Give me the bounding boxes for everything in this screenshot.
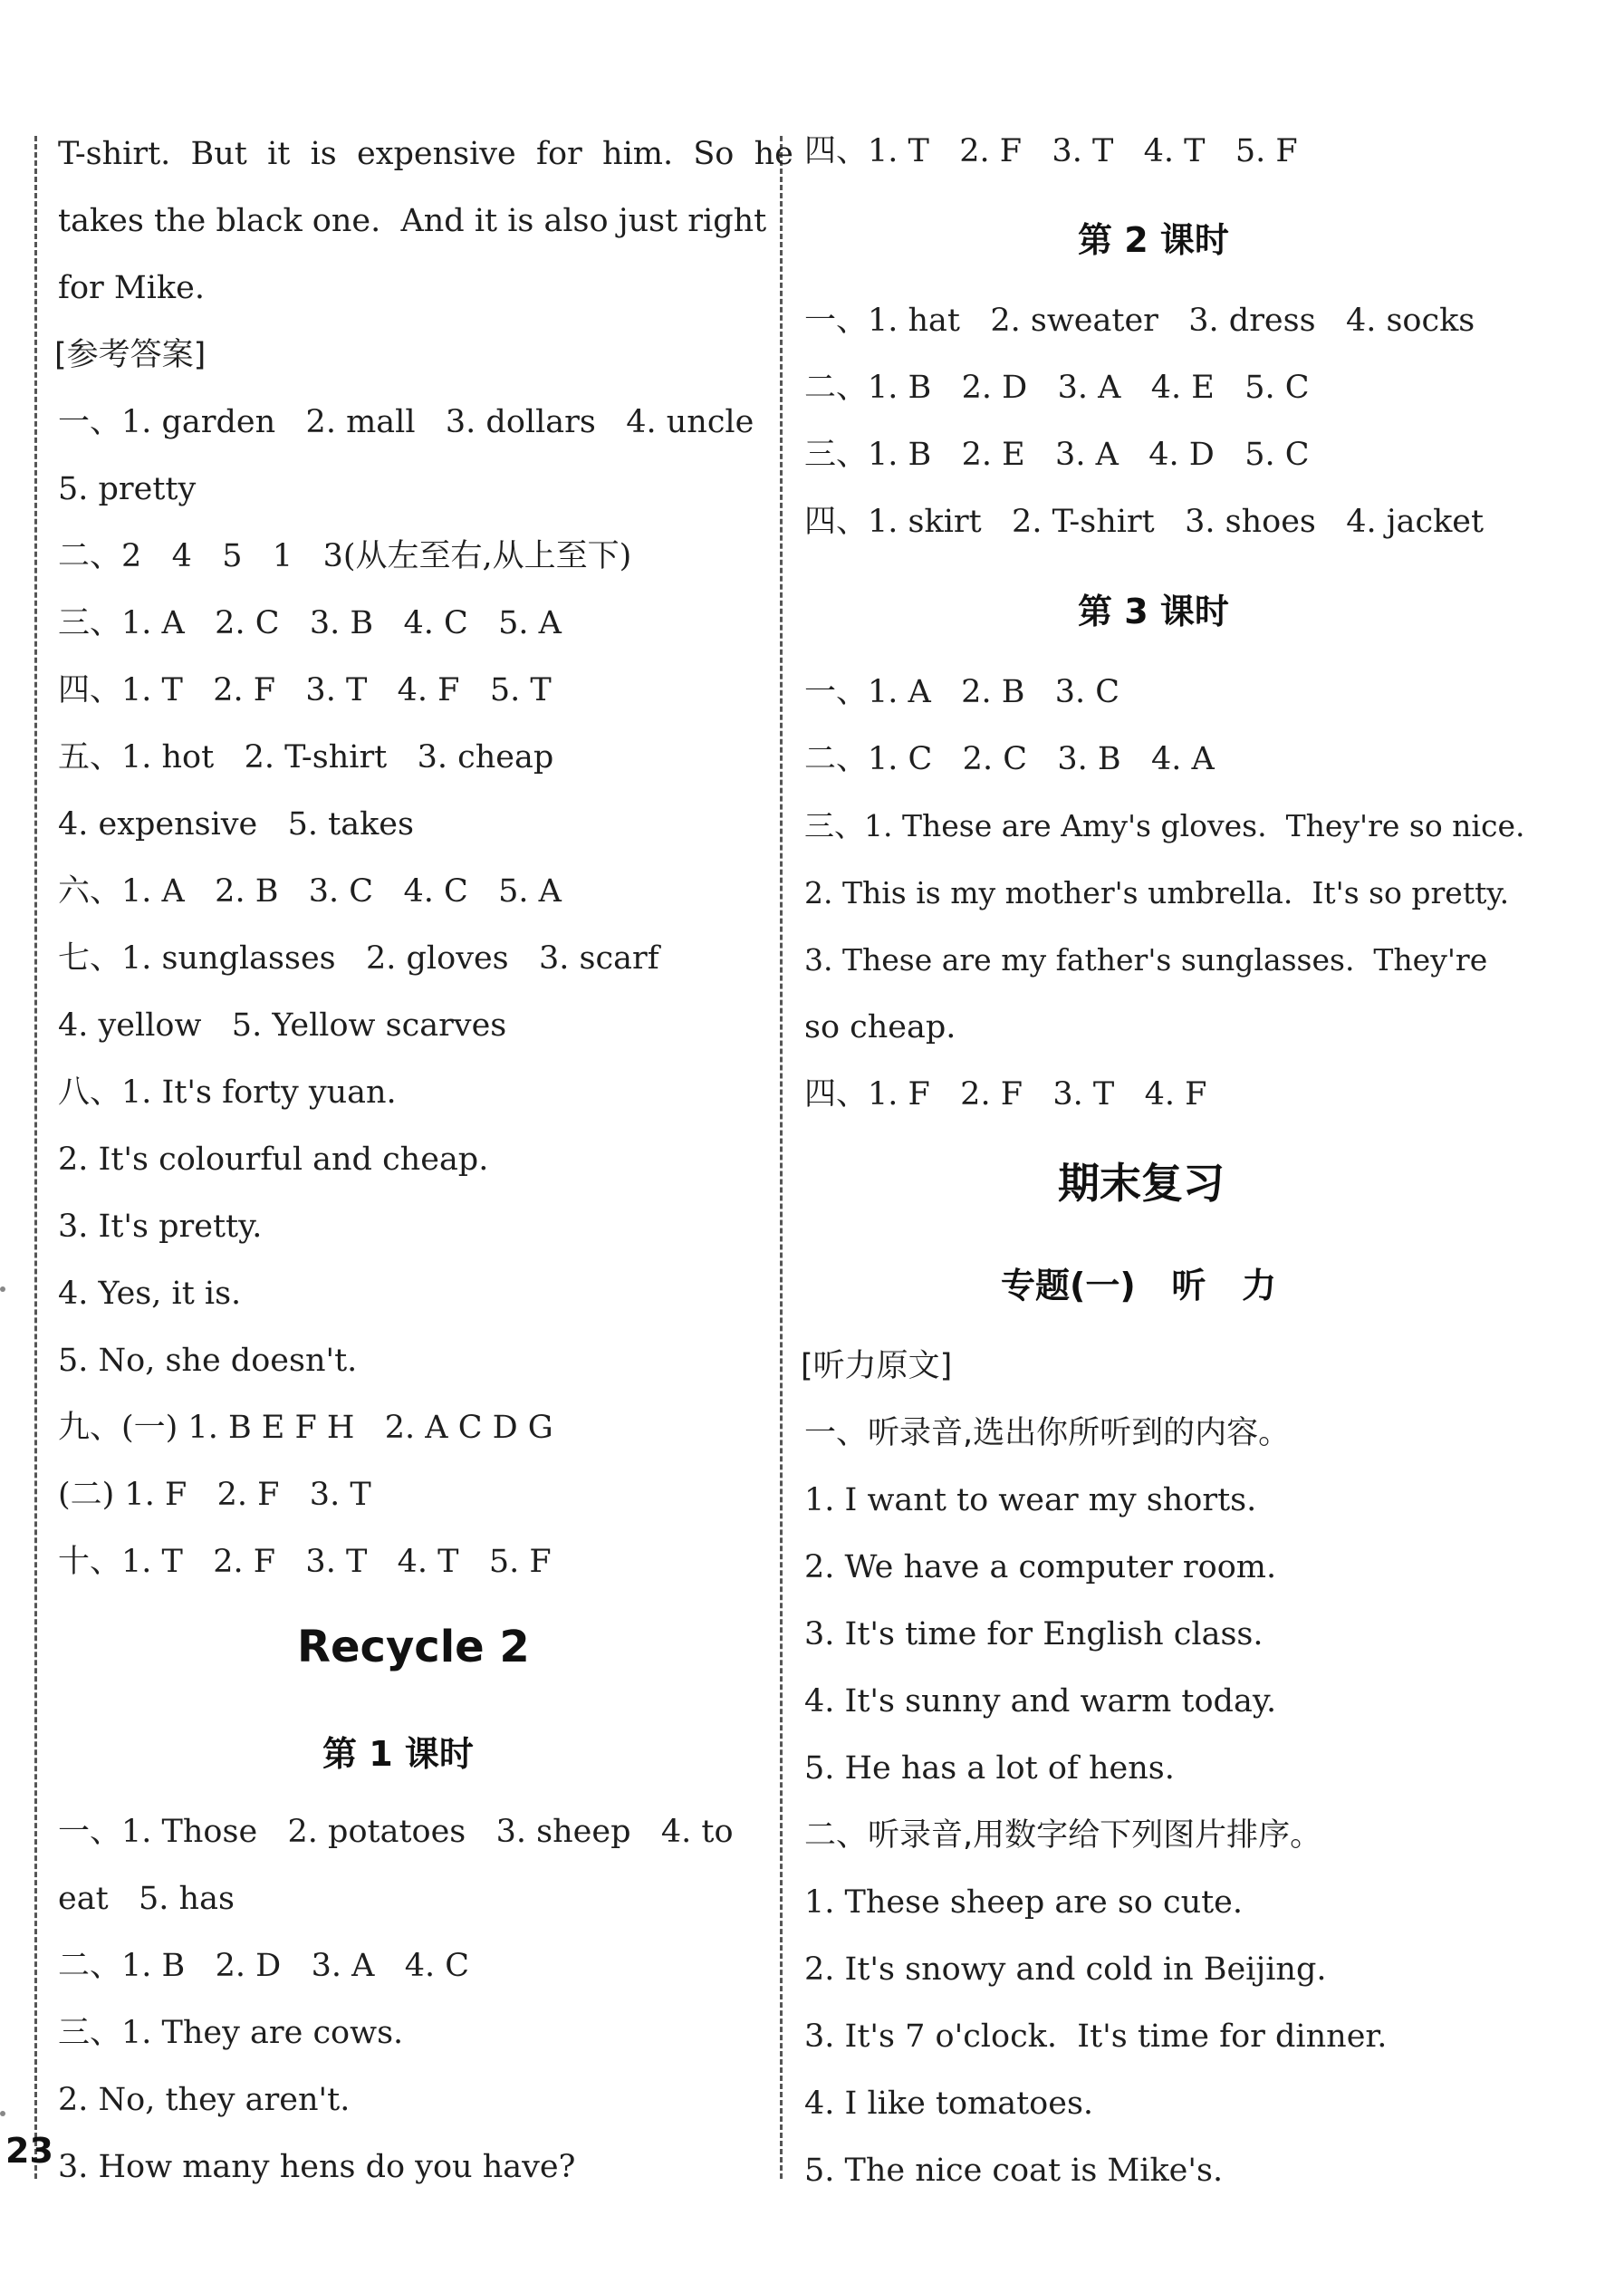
section2-instruction: 二、听录音,用数字给下列图片排序。	[804, 1817, 1322, 1854]
script-line: 4. I like tomatoes.	[804, 2086, 1094, 2122]
lesson3-line: 四、1. F 2. F 3. T 4. F	[804, 1076, 1207, 1113]
lesson1-line: eat 5. has	[58, 1881, 235, 1917]
answer-line: 七、1. sunglasses 2. gloves 3. scarf	[58, 940, 659, 977]
answer-key-label: [参考答案]	[54, 337, 207, 373]
lesson1-line: 2. No, they aren't.	[58, 2082, 351, 2118]
lesson2-line: 二、1. B 2. D 3. A 4. E 5. C	[804, 370, 1310, 406]
lesson3-line: 二、1. C 2. C 3. B 4. A	[804, 741, 1215, 777]
answer-line: 4. expensive 5. takes	[58, 806, 414, 843]
lesson1-line: 二、1. B 2. D 3. A 4. C	[58, 1948, 470, 1984]
lesson3-title: 第 3 课时	[1078, 592, 1229, 631]
lesson2-line: 三、1. B 2. E 3. A 4. D 5. C	[804, 437, 1310, 473]
lesson2-line: 四、1. skirt 2. T-shirt 3. shoes 4. jacket	[804, 504, 1485, 540]
answer-line: 二、2 4 5 1 3(从左至右,从上至下)	[58, 538, 632, 574]
lesson1-title: 第 1 课时	[322, 1734, 474, 1774]
lesson1-line: 一、1. Those 2. potatoes 3. sheep 4. to	[58, 1814, 734, 1850]
passage-line: for Mike.	[58, 270, 205, 306]
final-review-title: 期末复习	[1058, 1159, 1225, 1208]
script-line: 5. He has a lot of hens.	[804, 1750, 1175, 1787]
recycle-title: Recycle 2	[297, 1622, 530, 1672]
lesson2-line: 一、1. hat 2. sweater 3. dress 4. socks	[804, 303, 1475, 339]
lesson1-line: 3. How many hens do you have?	[58, 2149, 576, 2185]
answer-line: 5. No, she doesn't.	[58, 1343, 358, 1379]
script-label: [听力原文]	[801, 1348, 953, 1384]
answer-line: 2. It's colourful and cheap.	[58, 1142, 489, 1178]
topic-title: 专题(一) 听 力	[1001, 1266, 1277, 1305]
answer-line: 十、1. T 2. F 3. T 4. T 5. F	[58, 1544, 552, 1580]
script-line: 1. I want to wear my shorts.	[804, 1482, 1257, 1518]
answer-line: 3. It's pretty.	[58, 1209, 263, 1245]
script-line: 3. It's time for English class.	[804, 1616, 1264, 1652]
passage-line: T-shirt. But it is expensive for him. So he	[58, 136, 793, 172]
script-line: 2. It's snowy and cold in Beijing.	[804, 1951, 1327, 1988]
script-line: 5. The nice coat is Mike's.	[804, 2153, 1224, 2189]
lesson3-line: 2. This is my mother's umbrella. It's so pretty.	[804, 875, 1510, 910]
lesson2-title: 第 2 课时	[1078, 220, 1229, 260]
lesson3-line: so cheap.	[804, 1009, 956, 1045]
script-line: 2. We have a computer room.	[804, 1549, 1277, 1585]
answer-line: 九、(一) 1. B E F H 2. A C D G	[58, 1410, 553, 1446]
answer-line: 一、1. garden 2. mall 3. dollars 4. uncle	[58, 404, 754, 440]
answer-line: 4. yellow 5. Yellow scarves	[58, 1007, 507, 1044]
answer-line: 4. Yes, it is.	[58, 1276, 242, 1312]
lesson1-line: 三、1. They are cows.	[58, 2015, 404, 2051]
answer-line: (二) 1. F 2. F 3. T	[58, 1477, 371, 1513]
section1-instruction: 一、听录音,选出你所听到的内容。	[804, 1415, 1291, 1451]
lesson3-line: 一、1. A 2. B 3. C	[804, 674, 1120, 710]
answer-line: 五、1. hot 2. T-shirt 3. cheap	[58, 739, 554, 775]
passage-line: takes the black one. And it is also just right	[58, 203, 767, 239]
script-line: 3. It's 7 o'clock. It's time for dinner.	[804, 2018, 1388, 2055]
script-line: 1. These sheep are so cute.	[804, 1884, 1244, 1921]
margin-mark	[0, 1286, 5, 1292]
lesson3-line: 三、1. These are Amy's gloves. They're so nice.	[804, 808, 1525, 843]
answer-line: 三、1. A 2. C 3. B 4. C 5. A	[58, 605, 562, 641]
answer-line: 八、1. It's forty yuan.	[58, 1074, 397, 1111]
lesson3-line: 3. These are my father's sunglasses. They're	[804, 942, 1488, 978]
margin-mark	[0, 2111, 5, 2116]
script-line: 4. It's sunny and warm today.	[804, 1683, 1277, 1719]
answer-line: 四、1. T 2. F 3. T 4. T 5. F	[804, 133, 1298, 169]
answer-line: 四、1. T 2. F 3. T 4. F 5. T	[58, 672, 552, 708]
answer-line: 六、1. A 2. B 3. C 4. C 5. A	[58, 873, 562, 910]
answer-line: 5. pretty	[58, 471, 197, 507]
column-divider	[780, 136, 783, 2179]
left-margin-divider	[34, 136, 37, 2179]
page-number: 23	[5, 2131, 53, 2171]
